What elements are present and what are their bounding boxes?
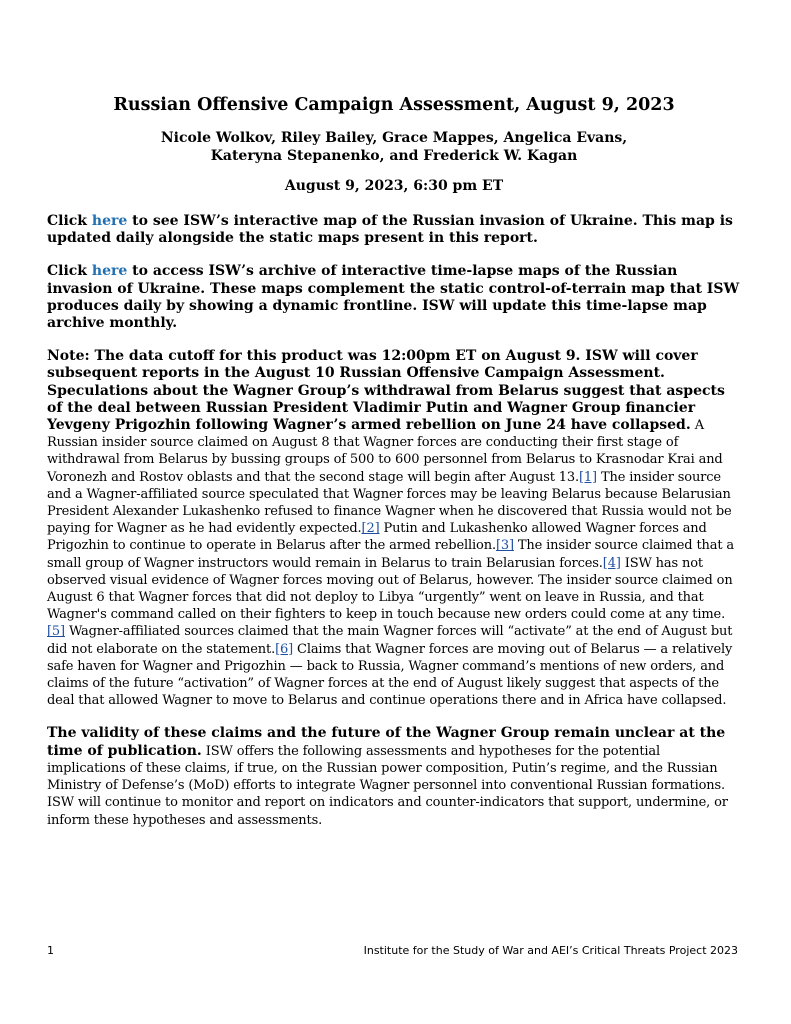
interactive-map-paragraph: [47, 213, 741, 247]
authors-line-1: Nicole Wolkov, Riley Bailey, Grace Mappes, Angelica Evans,: [160, 130, 628, 146]
footnote-link-4[interactable]: [4]: [602, 555, 621, 571]
authors: [47, 129, 741, 165]
body-text-6: Wagner-affiliated sources claimed that the main Wagner forces will “activate” at the end of August but did not elaborate on the statement.: [47, 624, 733, 657]
body-text-4: The insider source claimed that a small group of Wagner instructors would remain in Belarus to train Belarusian forces.: [47, 538, 734, 571]
validity-paragraph: [47, 725, 741, 828]
validity-body-text: ISW offers the following assessments and hypotheses for the potential implications of these claims, if true, on the Russian power composition, Putin’s regime, and the Russian Ministry of Defense’s (MoD) efforts to integrate Wagner personnel into conventional Russian formations. ISW will continue to monitor and report on indicators and counter-indicators that support, undermine, or inform these hypotheses and assessments.: [47, 743, 728, 828]
footnote-link-1[interactable]: [1]: [579, 469, 597, 485]
body-text-3: Putin and Lukashenko allowed Wagner forces and Prigozhin to continue to operate in Belarus after the armed rebellion.: [47, 521, 707, 554]
interactive-map-text: to see ISW’s interactive map of the Russian invasion of Ukraine. This map is updated daily alongside the static maps present in this report.: [47, 213, 733, 247]
document-page: [47, 94, 741, 845]
authors-line-2: Kateryna Stepanenko, and Frederick W. Kagan: [210, 148, 578, 164]
page-title: Russian Offensive Campaign Assessment, August 9, 2023: [113, 95, 675, 115]
footnote-link-2[interactable]: [2]: [361, 521, 380, 537]
body-text-1: A Russian insider source claimed on August 8 that Wagner forces are conducting their first stage of withdrawal from Belarus by bussing groups of 500 to 600 personnel from Belarus to Krasnodar Krai and Voronezh and Rostov oblasts and that the second stage will begin after August 13.: [47, 418, 723, 485]
footnote-link-5[interactable]: [5]: [47, 624, 65, 640]
time-lapse-archive-link[interactable]: here: [91, 263, 128, 280]
validity-bold-text: The validity of these claims and the future of the Wagner Group remain unclear at the time of publication.: [47, 725, 726, 759]
page-number: 1: [47, 944, 54, 957]
footnote-link-6[interactable]: [6]: [275, 641, 294, 657]
body-text-2: The insider source and a Wagner-affiliated source speculated that Wagner forces may be leaving Belarus because Belarusian President Alexander Lukashenko refused to finance Wagner when he discovered that Russia would not be paying for Wagner as he had evidently expected.: [47, 469, 732, 537]
footer-organization: Institute for the Study of War and AEI’s Critical Threats Project 2023: [363, 944, 738, 957]
click-text: Click: [47, 213, 92, 229]
footnote-link-3[interactable]: [3]: [495, 538, 514, 554]
note-bold-text: Note: The data cutoff for this product was 12:00pm ET on August 9. ISW will cover subsequent reports in the August 10 Russian Offensive Campaign Assessment. Speculations about the Wagner Group’s withdrawal from Belarus suggest that aspects of the deal between Russian President Vladimir Putin and Wagner Group financier Yevgeny Prigozhin following Wagner’s armed rebellion on June 24 have collapsed.: [47, 348, 725, 434]
body-text-7: Claims that Wagner forces are moving out of Belarus — a relatively safe haven for Wagner and Prigozhin — back to Russia, Wagner command’s mentions of new orders, and claims of the future “activation” of Wagner forces at the end of August likely suggest that aspects of the deal that allowed Wagner to move to Belarus and continue operations there and in Africa have collapsed.: [47, 641, 733, 709]
interactive-map-link[interactable]: here: [91, 213, 128, 229]
time-lapse-text: to access ISW’s archive of interactive time-lapse maps of the Russian invasion of Ukraine. These maps complement the static control-of-terrain map that ISW produces daily by showing a dynamic frontline. ISW will update this time-lapse map archive monthly.: [47, 263, 740, 332]
time-lapse-paragraph: [47, 263, 741, 332]
note-paragraph: [47, 348, 741, 709]
publication-date: August 9, 2023, 6:30 pm ET: [284, 178, 504, 194]
body-text-5: ISW has not observed visual evidence of Wagner forces moving out of Belarus, however. The insider source claimed on August 6 that Wagner forces that did not deploy to Libya “urgently” went on leave in Russia, and that Wagner's command called on their fighters to keep in touch because new orders could come at any time.: [47, 555, 733, 623]
click-text: Click: [47, 263, 92, 280]
